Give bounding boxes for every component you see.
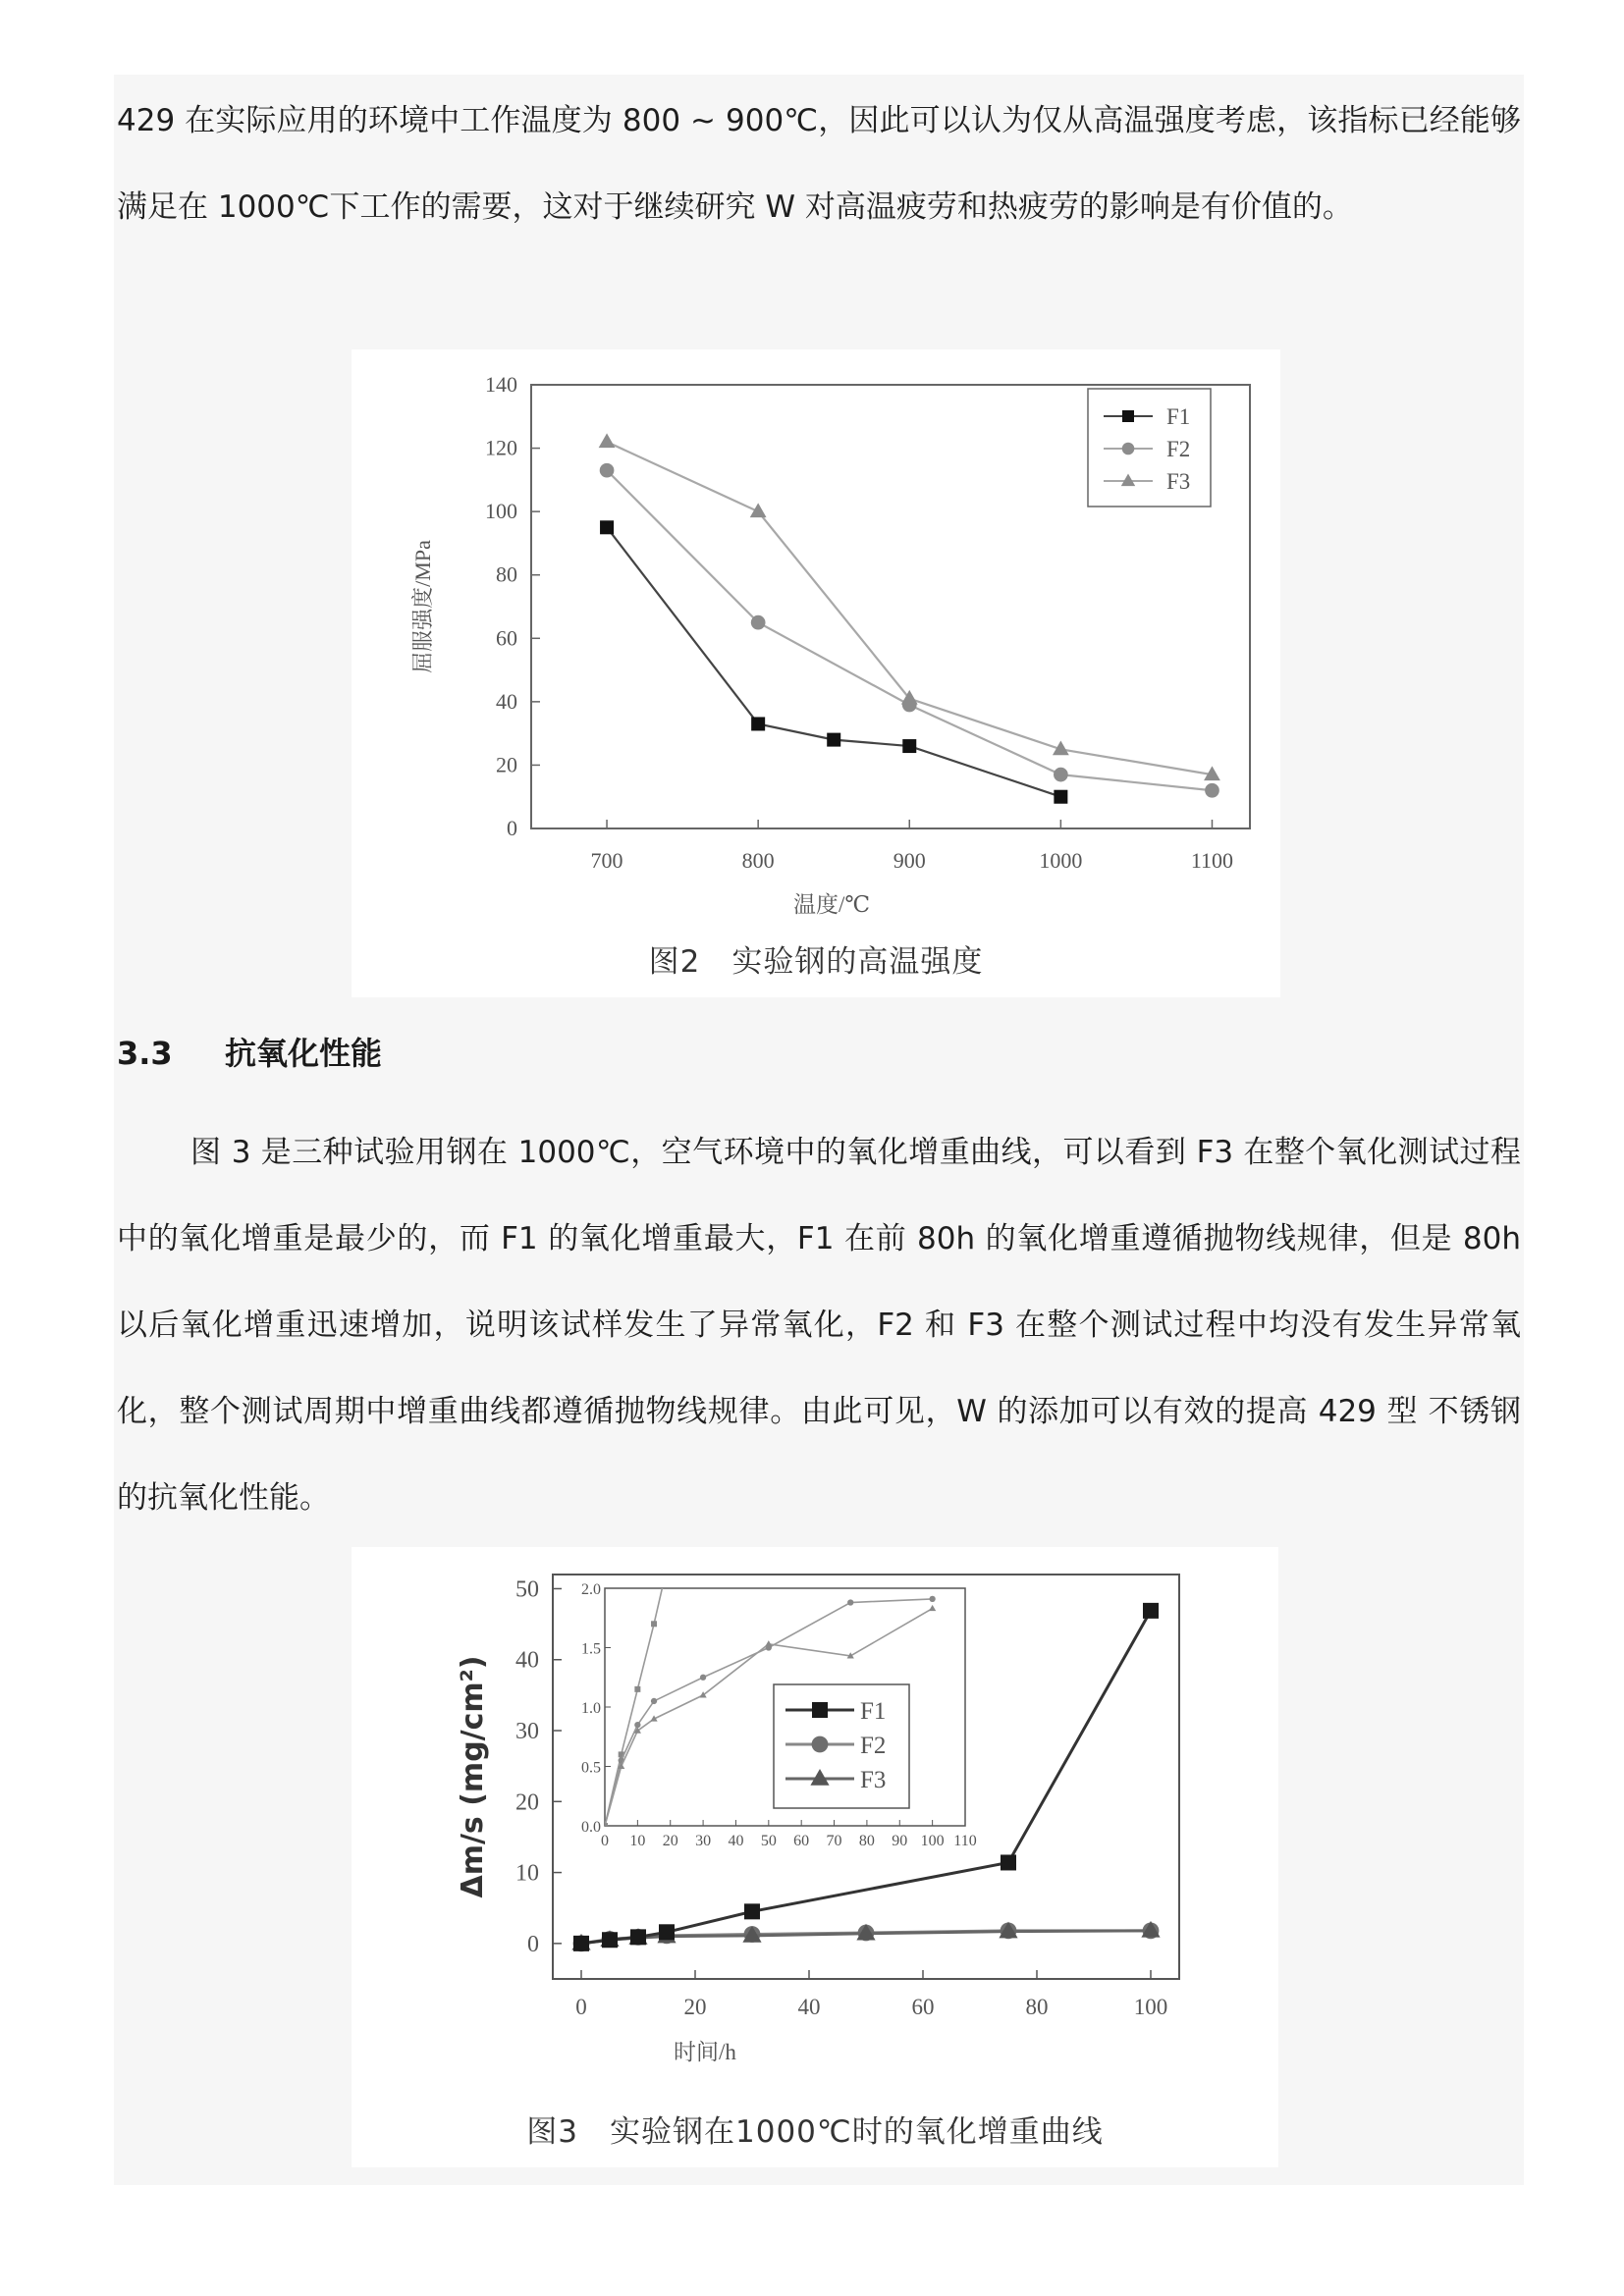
x-tick-label: 40: [797, 1995, 821, 2019]
figure-3-caption: 图3 实验钢在1000℃时的氧化增重曲线: [526, 2114, 1104, 2150]
inset-y-tick-label: 1.5: [581, 1640, 601, 1658]
y-tick-label: 10: [515, 1860, 539, 1887]
data-point-F1: [1054, 790, 1067, 804]
y-tick-label: 140: [485, 372, 517, 397]
inset-data-point-F1: [651, 1621, 657, 1627]
inset-x-tick-label: 60: [793, 1833, 810, 1849]
x-axis-label: 时间/h: [674, 2040, 736, 2064]
series-line-F1: [607, 527, 1060, 796]
figure-2: [352, 349, 1280, 997]
y-tick-label: 120: [485, 435, 517, 460]
inset-data-point-F2: [634, 1722, 640, 1728]
inset-y-tick-label: 0.0: [581, 1819, 601, 1836]
data-point-F2: [600, 463, 615, 478]
legend-label-F1: F1: [1166, 404, 1191, 429]
x-tick-label: 1000: [1039, 848, 1083, 873]
data-point-F1: [744, 1903, 760, 1919]
y-axis-label: Δm/s (mg/cm²): [456, 1655, 490, 1898]
section-number: 3.3: [117, 1035, 173, 1072]
paragraph-2: 图 3 是三种试验用钢在 1000℃，空气环境中的氧化增重曲线，可以看到 F3 在整个氧化测试过程中的氧化增重是最少的，而 F1 的氧化增重最大，F1 在前 80h 的氧化增重遵循抛物线规律，但是 80h 以后氧化增重迅速增加，说明该试样发生了异常氧化，F2 和 F3 在整个测试过程中均没有发生异常氧化，整个测试周期中增重曲线都遵循抛物线规律。由此可见，W 的添加可以有效的提高 429 型 不锈钢的抗氧化性能。: [117, 1135, 1521, 1516]
data-point-F1: [600, 520, 614, 534]
y-tick-label: 60: [496, 625, 517, 651]
inset-x-tick-label: 70: [826, 1833, 842, 1849]
legend-label-F2: F2: [1166, 437, 1191, 461]
data-point-F1: [1143, 1603, 1159, 1619]
x-tick-label: 80: [1025, 1995, 1049, 2019]
section-heading: [117, 1029, 382, 1074]
section-title: 抗氧化性能: [225, 1035, 383, 1072]
inset-data-point-F1: [668, 1550, 674, 1556]
legend-label-F3: F3: [860, 1767, 887, 1793]
x-tick-label: 20: [683, 1995, 707, 2019]
y-tick-label: 80: [496, 561, 517, 587]
data-point-F1: [573, 1936, 589, 1951]
inset-x-tick-label: 90: [892, 1833, 908, 1849]
y-tick-label: 20: [515, 1789, 539, 1816]
inset-data-point-F2: [929, 1596, 935, 1602]
legend-marker-F1: [812, 1702, 828, 1718]
data-point-F3: [750, 503, 767, 517]
inset-x-tick-label: 20: [662, 1833, 678, 1849]
x-tick-label: 700: [590, 848, 623, 873]
y-tick-label: 0: [527, 1931, 539, 1957]
x-tick-label: 800: [741, 848, 775, 873]
inset-x-tick-label: 80: [858, 1833, 875, 1849]
data-point-F2: [751, 615, 766, 630]
figure-3: [352, 1547, 1278, 2167]
inset-y-tick-label: 1.0: [581, 1700, 601, 1717]
inset-x-tick-label: 0: [601, 1833, 609, 1849]
inset-x-tick-label: 30: [695, 1833, 712, 1849]
legend-label-F1: F1: [860, 1698, 887, 1725]
inset-x-tick-label: 50: [760, 1833, 777, 1849]
data-point-F1: [630, 1929, 646, 1945]
inset-x-tick-label: 100: [920, 1833, 945, 1849]
y-axis-label: 屈服强度/MPa: [410, 540, 435, 673]
inset-y-tick-label: 0.5: [581, 1759, 601, 1777]
inset-data-point-F1: [634, 1686, 640, 1692]
figure-2-chart: [352, 349, 1280, 938]
y-tick-label: 50: [515, 1576, 539, 1603]
x-tick-label: 100: [1133, 1995, 1168, 2019]
y-tick-label: 20: [496, 752, 517, 777]
legend-marker-F2: [812, 1736, 829, 1753]
data-point-F3: [599, 433, 616, 448]
legend-label-F2: F2: [860, 1733, 887, 1759]
inset-data-point-F2: [651, 1698, 657, 1704]
data-point-F1: [902, 739, 916, 753]
figure-2-caption: 图2 实验钢的高温强度: [648, 944, 984, 980]
inset-y-tick-label: 2.0: [581, 1581, 601, 1598]
data-point-F1: [751, 717, 765, 730]
x-tick-label: 0: [575, 1995, 587, 2019]
y-tick-label: 0: [507, 816, 517, 840]
legend-label-F3: F3: [1166, 469, 1191, 494]
inset-x-tick-label: 110: [953, 1833, 977, 1849]
legend-marker-F2: [1122, 443, 1135, 455]
data-point-F2: [1054, 768, 1068, 782]
inset-x-tick-label: 40: [728, 1833, 744, 1849]
data-point-F1: [602, 1932, 618, 1948]
x-tick-label: 900: [893, 848, 926, 873]
inset-x-tick-label: 10: [629, 1833, 646, 1849]
y-tick-label: 100: [485, 499, 517, 524]
data-point-F1: [659, 1924, 675, 1940]
legend-box: [774, 1684, 909, 1808]
paragraph-1: 429 在实际应用的环境中工作温度为 800 ~ 900℃，因此可以认为仅从高温强度考虑，该指标已经能够满足在 1000℃下工作的需要，这对于继续研究 W 对高温疲劳和热疲劳的影响是有价值的。: [117, 103, 1521, 225]
y-tick-label: 40: [515, 1647, 539, 1674]
x-tick-label: 60: [911, 1995, 935, 2019]
data-point-F1: [827, 733, 840, 747]
y-tick-label: 40: [496, 688, 517, 714]
legend-marker-F1: [1122, 410, 1134, 422]
inset-data-point-F2: [847, 1599, 853, 1605]
data-point-F2: [1205, 783, 1219, 798]
data-point-F1: [1001, 1854, 1016, 1870]
x-axis-label: 温度/℃: [792, 892, 871, 917]
y-tick-label: 30: [515, 1719, 539, 1745]
inset-data-point-F2: [700, 1675, 706, 1681]
figure-3-chart: [352, 1547, 1278, 2111]
x-tick-label: 1100: [1190, 848, 1234, 873]
